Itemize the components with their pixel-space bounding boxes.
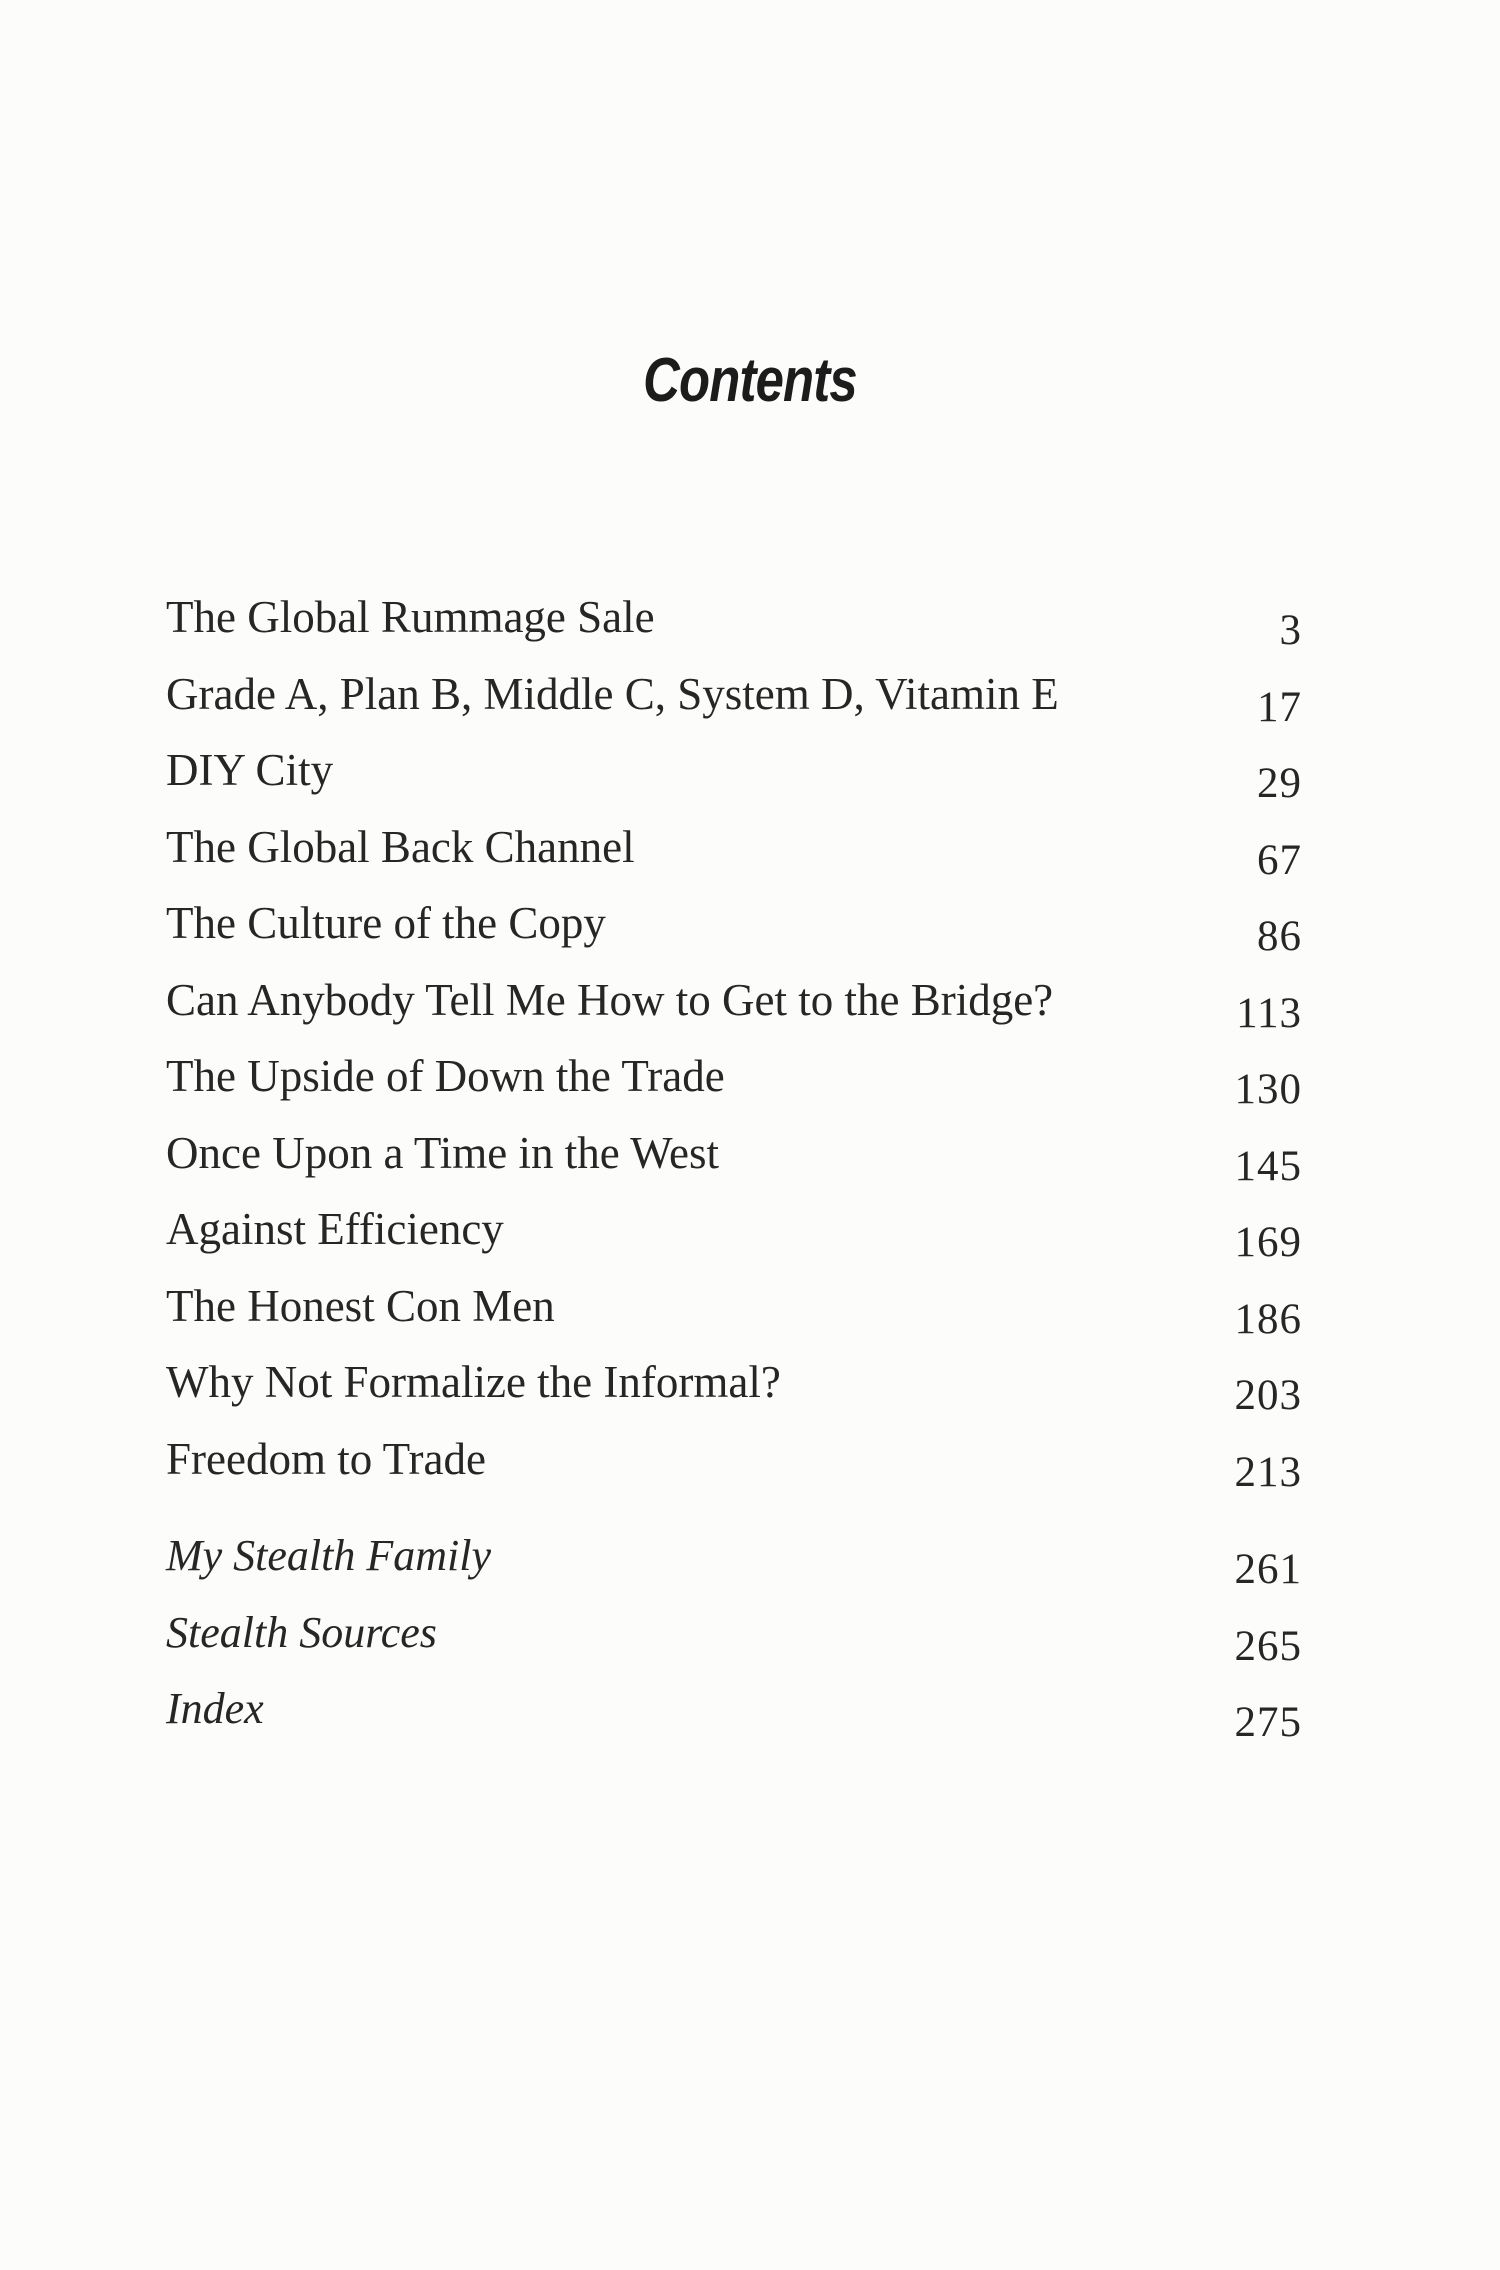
page-number: 17: [1257, 684, 1302, 731]
page-number: 186: [1234, 1296, 1302, 1343]
toc-entry: [166, 743, 1302, 807]
chapter-title: The Global Rummage Sale: [166, 592, 655, 642]
toc-entry: [166, 590, 1302, 654]
toc-entry: [166, 1432, 1302, 1496]
page-number: 275: [1234, 1699, 1302, 1746]
toc-entry: [166, 820, 1302, 884]
chapter-title: Grade A, Plan B, Middle C, System D, Vitamin E: [166, 669, 1059, 719]
chapter-title: Can Anybody Tell Me How to Get to the Bridge?: [166, 975, 1054, 1025]
page-number: 261: [1234, 1546, 1302, 1593]
page-title: Contents: [643, 346, 857, 415]
page-number: 130: [1234, 1066, 1302, 1113]
toc-entry: [166, 667, 1302, 731]
back-matter-entry: [166, 1606, 1302, 1670]
toc-entry: [166, 896, 1302, 960]
page-number: 113: [1236, 990, 1302, 1037]
chapter-title: The Upside of Down the Trade: [166, 1051, 725, 1101]
page-number: 265: [1234, 1623, 1302, 1670]
back-matter-entry: [166, 1529, 1302, 1593]
page-number: 203: [1234, 1372, 1302, 1419]
chapter-title: Once Upon a Time in the West: [166, 1128, 720, 1178]
page-number: 29: [1257, 760, 1302, 807]
page-number: 213: [1234, 1449, 1302, 1496]
page-number: 86: [1257, 913, 1302, 960]
chapter-title: Against Efficiency: [166, 1204, 504, 1254]
back-matter-entry: [166, 1682, 1302, 1746]
toc-entry: [166, 973, 1302, 1037]
page-number: 67: [1257, 837, 1302, 884]
chapter-title: Why Not Formalize the Informal?: [166, 1357, 781, 1407]
toc-entry: [166, 1126, 1302, 1190]
toc-entry: [166, 1049, 1302, 1113]
page-number: 145: [1234, 1143, 1302, 1190]
back-matter-title: Stealth Sources: [166, 1608, 437, 1657]
page-number: 169: [1234, 1219, 1302, 1266]
chapter-title: The Global Back Channel: [166, 822, 635, 872]
chapter-title: Freedom to Trade: [166, 1434, 486, 1484]
back-matter-title: Index: [166, 1684, 264, 1733]
chapter-title: DIY City: [166, 745, 334, 795]
back-matter-title: My Stealth Family: [166, 1531, 492, 1580]
toc-entry: [166, 1202, 1302, 1266]
page-number: 3: [1279, 607, 1302, 654]
chapter-title: The Honest Con Men: [166, 1281, 555, 1331]
chapter-title: The Culture of the Copy: [166, 898, 606, 948]
toc-entry: [166, 1355, 1302, 1419]
toc-entry: [166, 1279, 1302, 1343]
